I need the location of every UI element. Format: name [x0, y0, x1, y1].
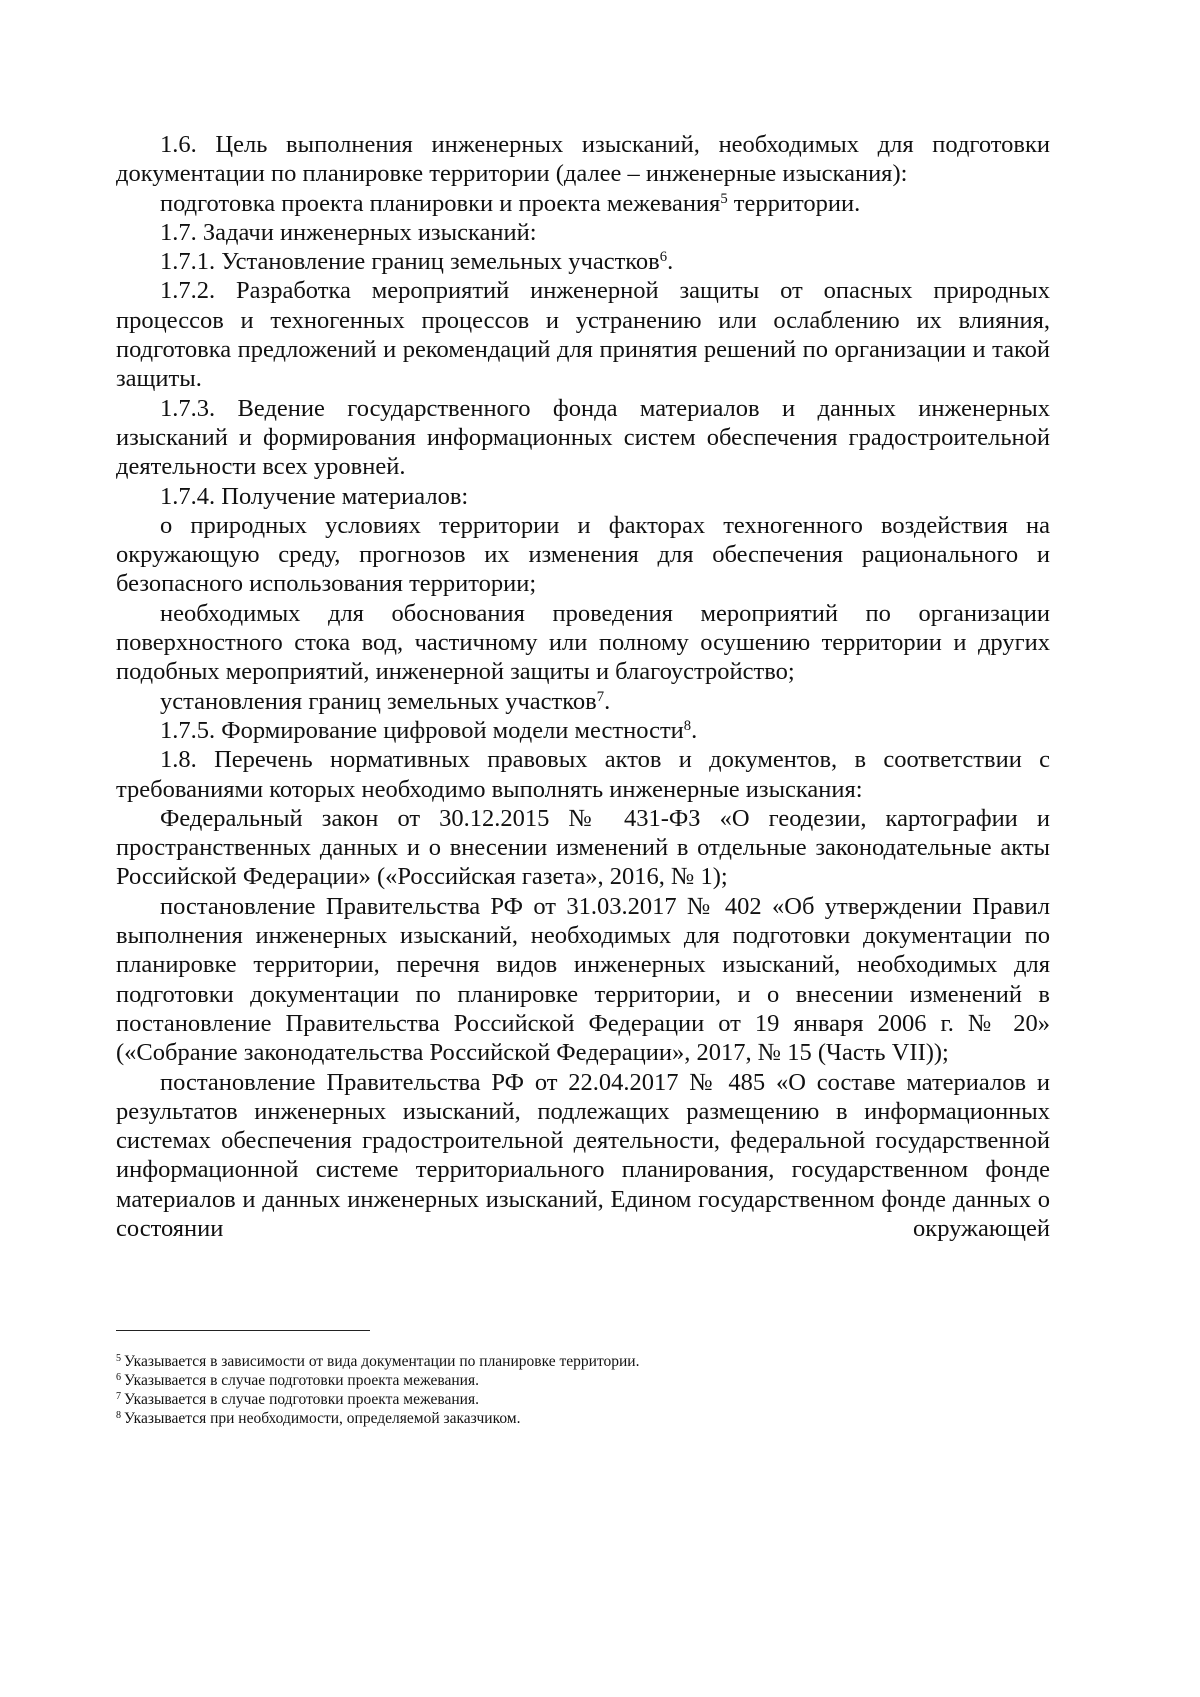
footnote-text: Указывается в зависимости от вида документации по планировке территории. — [124, 1353, 640, 1370]
paragraph-text: 1.7.2. Разработка мероприятий инженерной защиты от опасных природных процессов и техногенных процессов и устранению или ослаблению их влияния, подготовка предложений и рекомендаций для принятия решений по организации и такой защиты. — [116, 277, 1050, 393]
paragraph-resolution-485 — [116, 1068, 1050, 1244]
footnote-7 — [116, 1390, 1050, 1409]
paragraph-text: 1.7.3. Ведение государственного фонда материалов и данных инженерных изысканий и формирования информационных систем обеспечения градостроительной деятельности всех уровней. — [116, 394, 1050, 481]
paragraph-1-6 — [116, 130, 1050, 189]
paragraph-text: 1.7.5. Формирование цифровой модели местности — [160, 716, 684, 744]
paragraph-text: 1.6. Цель выполнения инженерных изысканий, необходимых для подготовки документации по планировке территории (далее – инженерные изыскания): — [116, 131, 1050, 188]
footnote-number: 6 — [116, 1371, 122, 1383]
paragraph-text: территории. — [727, 189, 861, 217]
footnote-text: Указывается в случае подготовки проекта межевания. — [124, 1372, 479, 1389]
paragraph-land-boundaries — [116, 687, 1050, 716]
paragraph-text: 1.8. Перечень нормативных правовых актов и документов, в соответствии с требованиями которых необходимо выполнять инженерные изыскания: — [116, 746, 1050, 803]
paragraph-1-7-5 — [116, 716, 1050, 745]
footnote-ref-7[interactable]: 7 — [596, 688, 605, 705]
paragraph-text: необходимых для обоснования проведения мероприятий по организации поверхностного стока вод, частичному или полному осушению территории и других подобных мероприятий, инженерной защиты и благоустройство; — [116, 599, 1050, 686]
footnotes — [116, 1352, 1050, 1428]
paragraph-surface-runoff — [116, 599, 1050, 687]
footnote-text: Указывается в случае подготовки проекта межевания. — [124, 1391, 479, 1408]
paragraph-text: установления границ земельных участков — [160, 687, 597, 715]
footnote-6 — [116, 1371, 1050, 1390]
paragraph-text: постановление Правительства РФ от 31.03.2017 № 402 «Об утверждении Правил выполнения инженерных изысканий, необходимых для подготовки документации по планировке территории, перечня видов инженерных изысканий, необходимых для подготовки документации по планировке территории, и о внесении изменений в постановление Правительства Российской Федерации от 19 января 2006 г. № 20» («Собрание законодательства Российской Федерации», 2017, № 15 (Часть VII)); — [116, 892, 1050, 1067]
paragraph-1-7-4 — [116, 482, 1050, 511]
footnote-number: 5 — [116, 1352, 122, 1364]
paragraph-text: . — [667, 248, 674, 276]
paragraph-purpose — [116, 189, 1050, 218]
footnote-number: 7 — [116, 1390, 122, 1402]
paragraph-1-7-2 — [116, 276, 1050, 393]
footnote-ref-8[interactable]: 8 — [683, 717, 692, 734]
footnote-number: 8 — [116, 1409, 122, 1421]
paragraph-resolution-402 — [116, 892, 1050, 1068]
paragraph-text: подготовка проекта планировки и проекта межевания — [160, 189, 721, 217]
paragraph-text: 1.7.4. Получение материалов: — [160, 482, 469, 510]
footnote-text: Указывается при необходимости, определяемой заказчиком. — [124, 1410, 521, 1427]
paragraph-text: Федеральный закон от 30.12.2015 № 431-ФЗ «О геодезии, картографии и пространственных данных и о внесении изменений в отдельные законодательные акты Российской Федерации» («Российская газета», 2016, № 1); — [116, 804, 1050, 891]
paragraph-text: о природных условиях территории и факторах техногенного воздействия на окружающую среду, прогнозов их изменения для обеспечения рационального и безопасного использования территории; — [116, 511, 1050, 598]
paragraph-text: постановление Правительства РФ от 22.04.2017 № 485 «О составе материалов и результатов инженерных изысканий, подлежащих размещению в информационных системах обеспечения градостроительной деятельности, федеральной государственной информационной системе территориального планирования, государственном фонде материалов и данных инженерных изысканий, Едином государственном фонде данных о состоянии окружающей — [116, 1068, 1050, 1242]
footnote-ref-6[interactable]: 6 — [659, 249, 668, 266]
document-body — [116, 130, 1050, 1243]
paragraph-text: 1.7.1. Установление границ земельных участков — [160, 248, 660, 276]
footnote-ref-5[interactable]: 5 — [720, 190, 728, 207]
paragraph-1-7-1 — [116, 247, 1050, 276]
paragraph-text: . — [691, 716, 698, 744]
footnote-5 — [116, 1352, 1050, 1371]
paragraph-1-8 — [116, 745, 1050, 804]
footnote-8 — [116, 1409, 1050, 1428]
paragraph-text: 1.7. Задачи инженерных изысканий: — [160, 218, 537, 246]
paragraph-1-7-3 — [116, 394, 1050, 482]
paragraph-1-7 — [116, 218, 1050, 247]
footnote-separator — [116, 1330, 370, 1331]
paragraph-text: . — [604, 687, 611, 715]
paragraph-federal-law — [116, 804, 1050, 892]
paragraph-natural-conditions — [116, 511, 1050, 599]
